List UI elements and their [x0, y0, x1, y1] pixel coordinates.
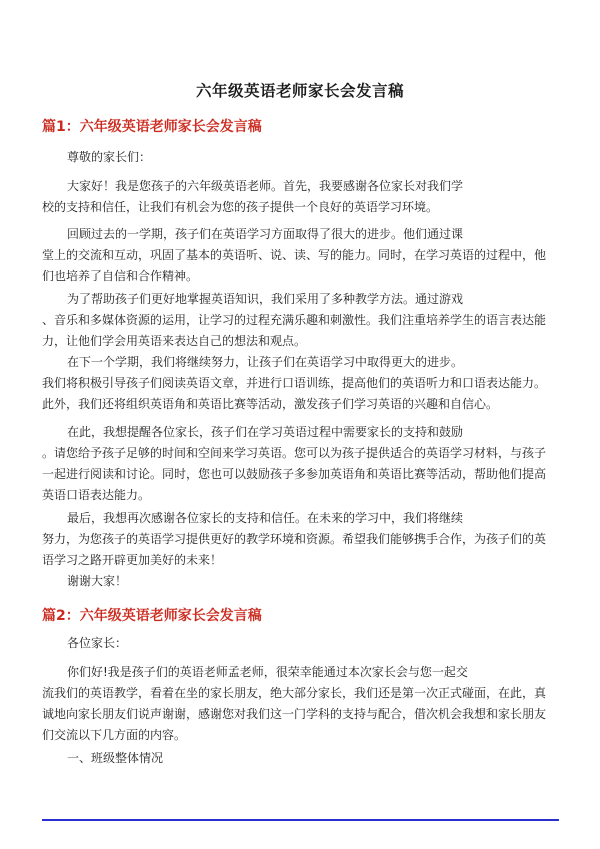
paragraph-line: 各位家长：: [67, 636, 128, 650]
section-1-paragraph-1: [42, 176, 562, 218]
section-1-heading: 篇1：六年级英语老师家长会发言稿: [42, 119, 262, 135]
paragraph-line: 、音乐和多媒体资源的运用，让学习的过程充满乐趣和刺激性。我们注重培养学生的语言表达能: [42, 313, 547, 327]
paragraph-line: 在下一个学期，我们将继续努力，让孩子们在英语学习中取得更大的进步。: [67, 355, 464, 369]
paragraph-line: 一、班级整体情况: [67, 751, 164, 765]
paragraph-line: 此外，我们还将组织英语角和英语比赛等活动，激发孩子们学习英语的兴趣和自信心。: [42, 397, 499, 411]
paragraph-line: 在此，我想提醒各位家长，孩子们在学习英语过程中需要家长的支持和鼓励: [67, 425, 464, 439]
paragraph-line: 尊敬的家长们：: [67, 150, 152, 164]
paragraph-line: 。请您给予孩子足够的时间和空间来学习英语。您可以为孩子提供适合的英语学习材料，与孩子: [42, 446, 547, 460]
section-2-paragraph-1: [42, 662, 562, 746]
section-1-paragraph-5: [42, 422, 562, 506]
section-2-subheading: [42, 748, 562, 769]
section-1-paragraph-2: [42, 224, 562, 287]
footer-divider: [42, 819, 559, 821]
paragraph-line: 我们将积极引导孩子们阅读英语文章，并进行口语训练，提高他们的英语听力和口语表达能力。: [42, 376, 547, 390]
paragraph-line: 努力，为您孩子的英语学习提供更好的教学环境和资源。希望我们能够携手合作，为孩子们的英: [42, 532, 547, 546]
paragraph-line: 语学习之路开辟更加美好的未来！: [42, 553, 223, 567]
paragraph-line: 校的支持和信任，让我们有机会为您的孩子提供一个良好的英语学习环境。: [42, 200, 439, 214]
paragraph-line: 英语口语表达能力。: [42, 488, 151, 502]
paragraph-line: 们也培养了自信和合作精神。: [42, 269, 199, 283]
paragraph-line: 们交流以下几方面的内容。: [42, 728, 187, 742]
paragraph-line: 大家好！我是您孩子的六年级英语老师。首先，我要感谢各位家长对我们学: [67, 179, 464, 193]
section-2-greeting: [42, 633, 562, 654]
paragraph-line: 最后，我想再次感谢各位家长的支持和信任。在未来的学习中，我们将继续: [67, 511, 464, 525]
section-1-closing: [42, 571, 562, 592]
section-1-paragraph-6: [42, 508, 562, 571]
paragraph-line: 堂上的交流和互动，巩固了基本的英语听、说、读、写的能力。同时，在学习英语的过程中，他: [42, 248, 547, 262]
paragraph-line: 诚地向家长朋友们说声谢谢，感谢您对我们这一门学科的支持与配合，借次机会我想和家长朋友: [42, 707, 547, 721]
paragraph-line: 一起进行阅读和讨论。同时，您也可以鼓励孩子多参加英语角和英语比赛等活动，帮助他们提高: [42, 467, 547, 481]
paragraph-line: 力，让他们学会用英语来表达自己的想法和观点。: [42, 334, 307, 348]
paragraph-line: 为了帮助孩子们更好地掌握英语知识，我们采用了多种教学方法。通过游戏: [67, 292, 464, 306]
document-title: 六年级英语老师家长会发言稿: [195, 82, 404, 100]
section-1-paragraph-4: [42, 352, 562, 415]
section-1-paragraph-3: [42, 289, 562, 352]
section-2-heading: 篇2：六年级英语老师家长会发言稿: [42, 608, 262, 624]
section-1-greeting: [42, 147, 562, 168]
paragraph-line: 流我们的英语教学，看着在坐的家长朋友，绝大部分家长，我们还是第一次正式碰面，在此，真: [42, 686, 547, 700]
paragraph-line: 你们好!我是孩子们的英语老师孟老师，很荣幸能通过本次家长会与您一起交: [67, 665, 468, 679]
paragraph-line: 回顾过去的一学期，孩子们在英语学习方面取得了很大的进步。他们通过课: [67, 227, 464, 241]
paragraph-line: 谢谢大家！: [67, 574, 128, 588]
